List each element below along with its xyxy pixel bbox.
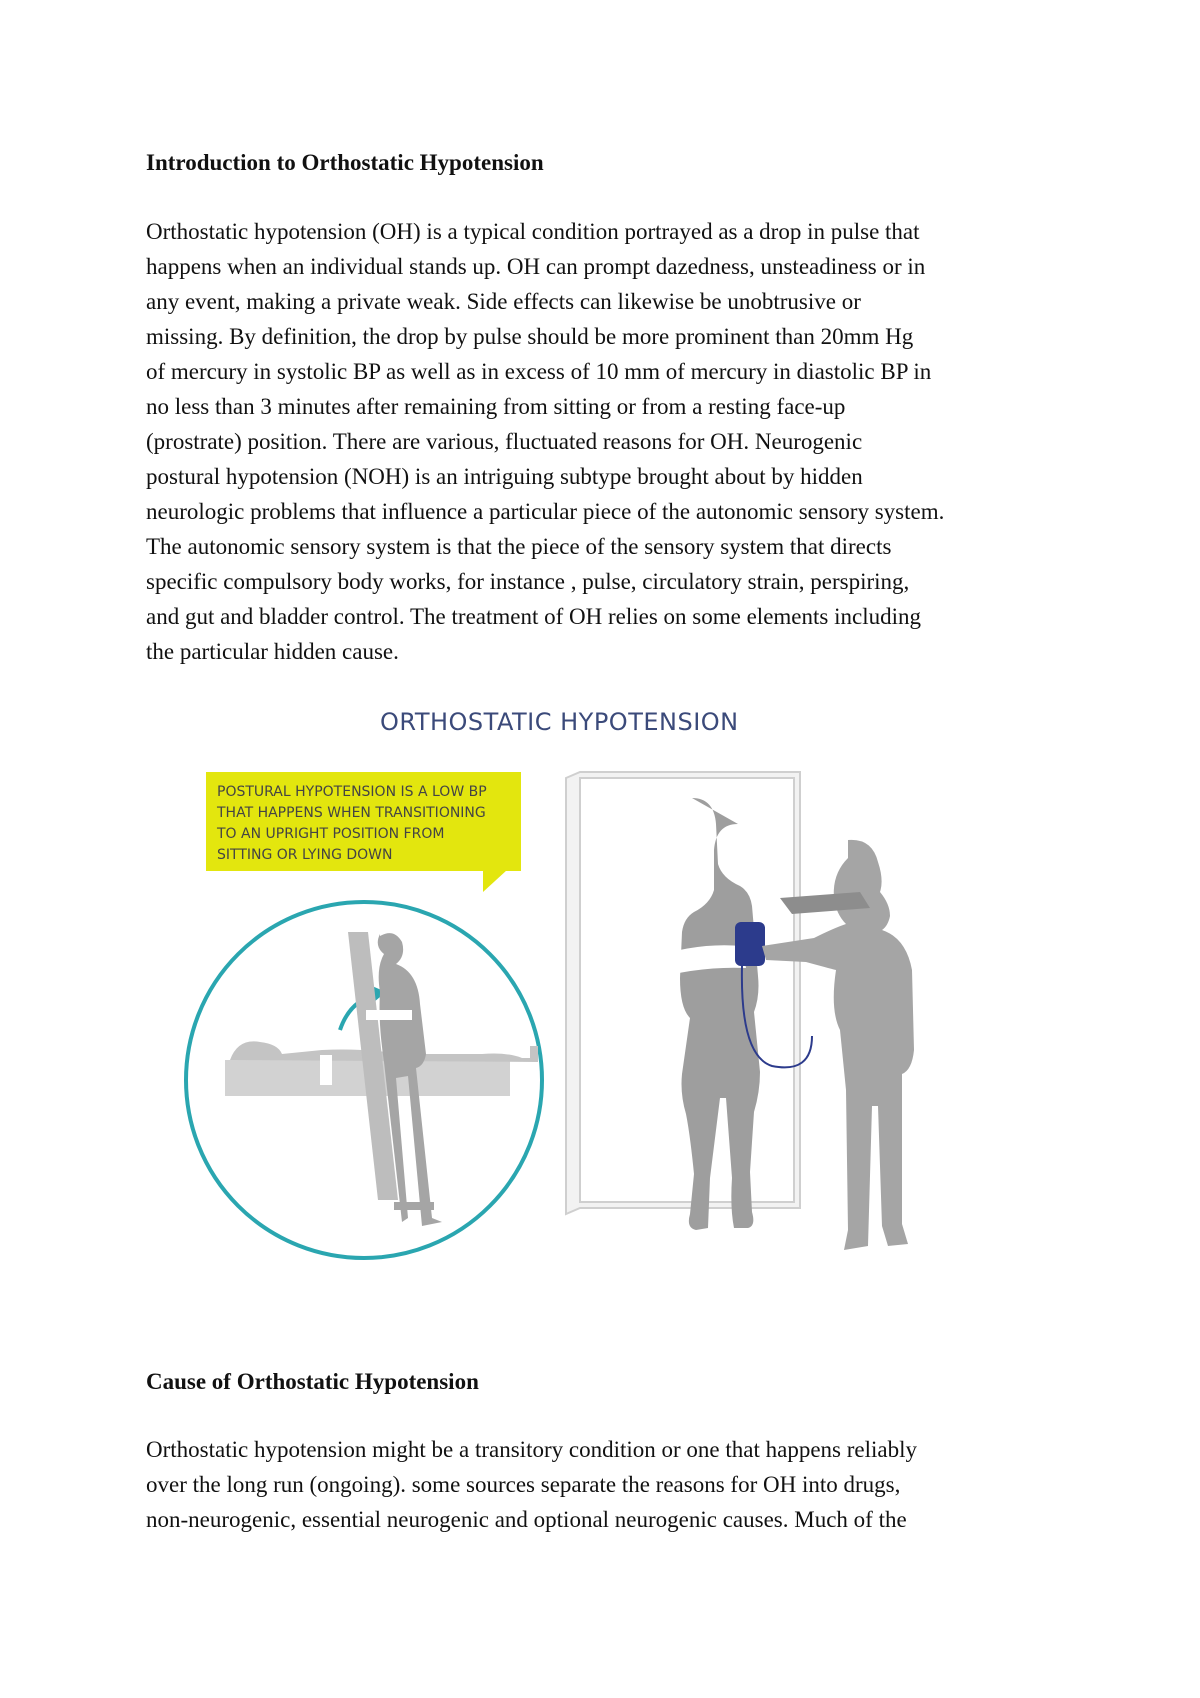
introduction-paragraph [146,214,1076,669]
paragraph-line: The autonomic sensory system is that the piece of the sensory system that directs [146,534,892,559]
paragraph-line: Orthostatic hypotension (OH) is a typical condition portrayed as a drop in pulse that [146,219,920,244]
paragraph-line: Orthostatic hypotension might be a transitory condition or one that happens reliably [146,1437,917,1462]
upright-figure-feet [394,1202,434,1210]
paragraph-line: non-neurogenic, essential neurogenic and optional neurogenic causes. Much of the [146,1507,907,1532]
paragraph-line: (prostrate) position. There are various, fluctuated reasons for OH. Neurogenic [146,429,863,454]
paragraph-line: and gut and bladder control. The treatment of OH relies on some elements including [146,604,921,629]
bp-cuff-icon [735,922,765,966]
section-heading-cause: Cause of Orthostatic Hypotension [146,1369,479,1394]
paragraph-line: any event, making a private weak. Side effects can likewise be unobtrusive or [146,289,861,314]
paragraph-line: happens when an individual stands up. OH can prompt dazedness, unsteadiness or in [146,254,926,279]
paragraph-line: specific compulsory body works, for instance , pulse, circulatory strain, perspiring, [146,569,910,594]
callout-tail [483,870,507,892]
paragraph-line: the particular hidden cause. [146,639,399,664]
paragraph-line: of mercury in systolic BP as well as in excess of 10 mm of mercury in diastolic BP in [146,359,932,384]
callout-line: POSTURAL HYPOTENSION IS A LOW BP [217,784,487,800]
orthostatic-hypotension-illustration [180,700,980,1300]
callout-line: TO AN UPRIGHT POSITION FROM [217,826,445,842]
lying-figure-strap [320,1055,332,1085]
paragraph-line: postural hypotension (NOH) is an intriguing subtype brought about by hidden [146,464,863,489]
section-heading-introduction: Introduction to Orthostatic Hypotension [146,150,544,175]
callout-box [206,772,521,871]
paragraph-line: over the long run (ongoing). some sources separate the reasons for OH into drugs, [146,1472,901,1497]
illustration-title: ORTHOSTATIC HYPOTENSION [380,708,739,736]
cause-paragraph [146,1432,1076,1537]
paragraph-line: no less than 3 minutes after remaining from sitting or from a resting face-up [146,394,846,419]
paragraph-line: neurologic problems that influence a particular piece of the autonomic sensory system. [146,499,945,524]
callout-line: THAT HAPPENS WHEN TRANSITIONING [217,805,486,821]
paragraph-line: missing. By definition, the drop by pulse should be more prominent than 20mm Hg [146,324,914,349]
upright-figure-strap [366,1010,412,1020]
callout-text [217,782,487,866]
callout-line: SITTING OR LYING DOWN [217,847,393,863]
